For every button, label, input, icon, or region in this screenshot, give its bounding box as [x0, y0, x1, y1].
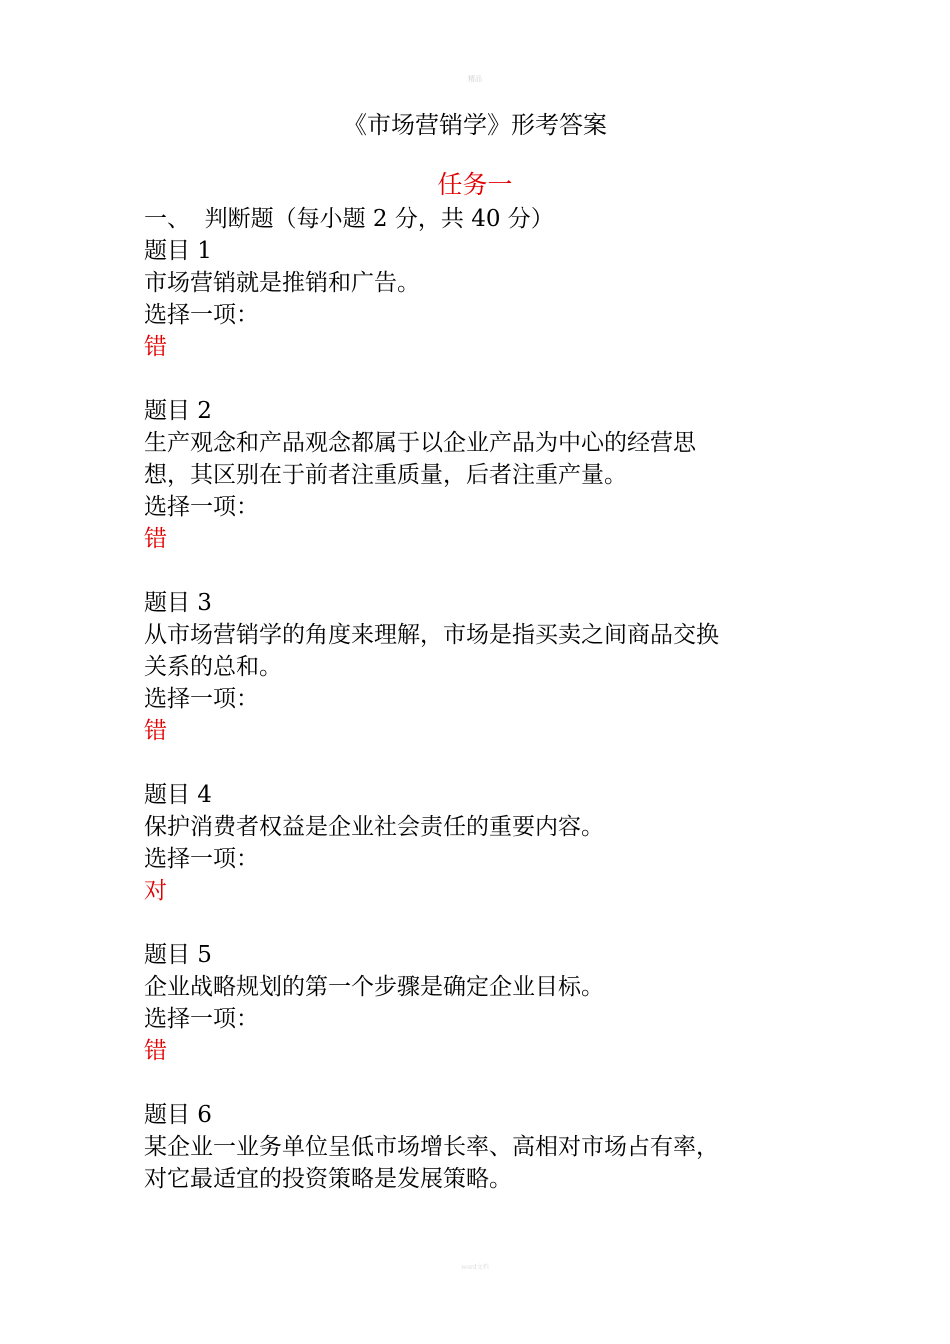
- section-heading: 一、 判断题（每小题 2 分，共 40 分）: [144, 206, 554, 232]
- answer: 错: [144, 1038, 167, 1064]
- question-text: 市场营销就是推销和广告。: [144, 270, 420, 296]
- question-text: 某企业一业务单位呈低市场增长率、高相对市场占有率，: [144, 1134, 719, 1160]
- choice-prompt: 选择一项：: [144, 494, 259, 520]
- question-text: 企业战略规划的第一个步骤是确定企业目标。: [144, 974, 604, 1000]
- footer-watermark: word文档: [461, 1264, 489, 1271]
- answer: 错: [144, 334, 167, 360]
- question-6: [144, 1099, 804, 1195]
- question-label: 题目 6: [144, 1102, 212, 1128]
- task-title: 任务一: [437, 170, 513, 199]
- question-text: 生产观念和产品观念都属于以企业产品为中心的经营思: [144, 430, 696, 456]
- question-3: [144, 587, 804, 747]
- question-label: 题目 4: [144, 782, 212, 808]
- answer: 错: [144, 718, 167, 744]
- question-label: 题目 5: [144, 942, 212, 968]
- question-label: 题目 2: [144, 398, 212, 424]
- document-body: [144, 167, 804, 1227]
- question-1: [144, 235, 804, 363]
- header-watermark: 精品: [468, 75, 482, 83]
- question-text: 从市场营销学的角度来理解，市场是指买卖之间商品交换: [144, 622, 719, 648]
- question-label: 题目 1: [144, 238, 212, 264]
- answer: 对: [144, 878, 167, 904]
- question-5: [144, 939, 804, 1067]
- choice-prompt: 选择一项：: [144, 686, 259, 712]
- choice-prompt: 选择一项：: [144, 1006, 259, 1032]
- question-text: 对它最适宜的投资策略是发展策略。: [144, 1166, 512, 1192]
- question-label: 题目 3: [144, 590, 212, 616]
- question-text: 想，其区别在于前者注重质量，后者注重产量。: [144, 462, 627, 488]
- choice-prompt: 选择一项：: [144, 302, 259, 328]
- question-4: [144, 779, 804, 907]
- question-2: [144, 395, 804, 555]
- question-text: 保护消费者权益是企业社会责任的重要内容。: [144, 814, 604, 840]
- question-text: 关系的总和。: [144, 654, 282, 680]
- document-title: 《市场营销学》形考答案: [343, 111, 607, 139]
- answer: 错: [144, 526, 167, 552]
- choice-prompt: 选择一项：: [144, 846, 259, 872]
